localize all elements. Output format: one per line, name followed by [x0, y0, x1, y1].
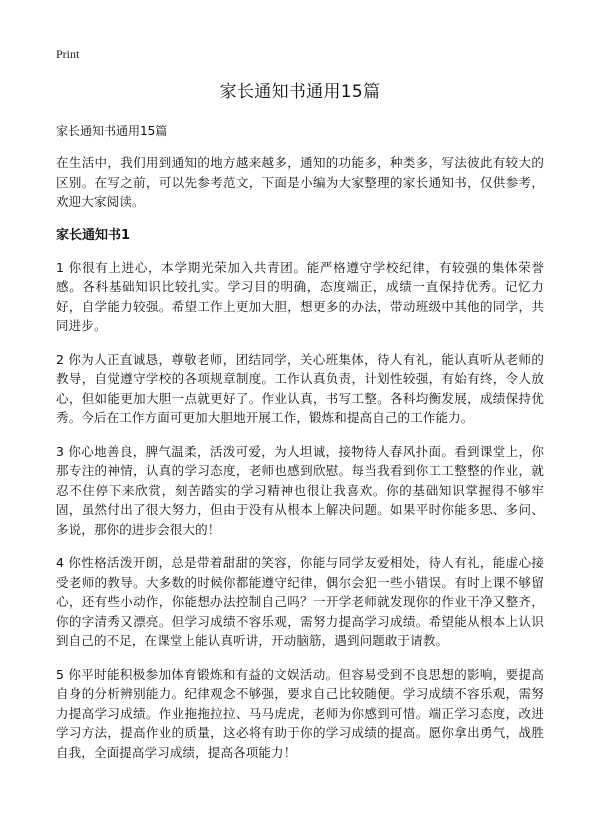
document-title: 家长通知书通用15篇 [219, 82, 381, 102]
comment-paragraph-3: 3 你心地善良，脾气温柔，活泼可爱，为人坦诚，接物待人春风扑面。看到课堂上，你那专注的神情，认真的学习态度，老师也感到欣慰。每当我看到你工工整整的作业，就忍不住停下来欣赏，刻苦踏实的学习精神也很让我喜欢。你的基础知识掌握得不够牢固，虽然付出了很大努力，但由于没有从根本上解决问题。如果平时你能多思、多问、多说，那你的进步会很大的！ [56, 443, 544, 537]
document-subtitle: 家长通知书通用15篇 [56, 124, 168, 138]
comment-paragraph-1: 1 你很有上进心，本学期光荣加入共青团。能严格遵守学校纪律，有较强的集体荣誉感。各科基础知识比较扎实。学习目的明确，态度端正，成绩一直保持优秀。记忆力好，自学能力较强。希望工作上更加大胆，想更多的办法，带动班级中其他的同学，共同进步。 [56, 259, 544, 333]
section-heading: 家长通知书1 [56, 227, 131, 243]
print-link[interactable]: Print [56, 47, 80, 61]
document-page [56, 80, 544, 776]
comment-paragraph-2: 2 你为人正直诚恳，尊敬老师，团结同学，关心班集体，待人有礼，能认真听从老师的教导，自觉遵守学校的各项规章制度。工作认真负责，计划性较强，有始有终，令人放心，但如能更加大胆一点就更好了。作业认真，书写工整。各科均衡发展，成绩保持优秀。今后在工作方面可更加大胆地开展工作，锻炼和提高自己的工作能力。 [56, 351, 544, 425]
intro-paragraph: 在生活中，我们用到通知的地方越来越多，通知的功能多，种类多，写法彼此有较大的区别。在写之前，可以先参考范文，下面是小编为大家整理的家长通知书，仅供参考，欢迎大家阅读。 [56, 155, 544, 209]
comment-paragraph-4: 4 你性格活泼开朗，总是带着甜甜的笑容，你能与同学友爱相处，待人有礼，能虚心接受老师的教导。大多数的时候你都能遵守纪律，偶尔会犯一些小错误。有时上课不够留心，还有些小动作，你能想办法控制自己吗？一开学老师就发现你的作业干净又整齐，你的字清秀又漂亮。但学习成绩不容乐观，需努力提高学习成绩。希望能从根本上认识到自己的不足，在课堂上能认真听讲，开动脑筋，遇到问题敢于请教。 [56, 555, 544, 648]
comment-paragraph-5: 5 你平时能积极参加体育锻炼和有益的文娱活动。但容易受到不良思想的影响，要提高自身的分析辨别能力。纪律观念不够强，要求自己比较随便。学习成绩不容乐观，需努力提高学习成绩。作业拖拖拉拉、马马虎虎，老师为你感到可惜。端正学习态度，改进学习方法，提高作业的质量，这必将有助于你的学习成绩的提高。愿你拿出勇气，战胜自我，全面提高学习成绩，提高各项能力！ [56, 666, 544, 760]
